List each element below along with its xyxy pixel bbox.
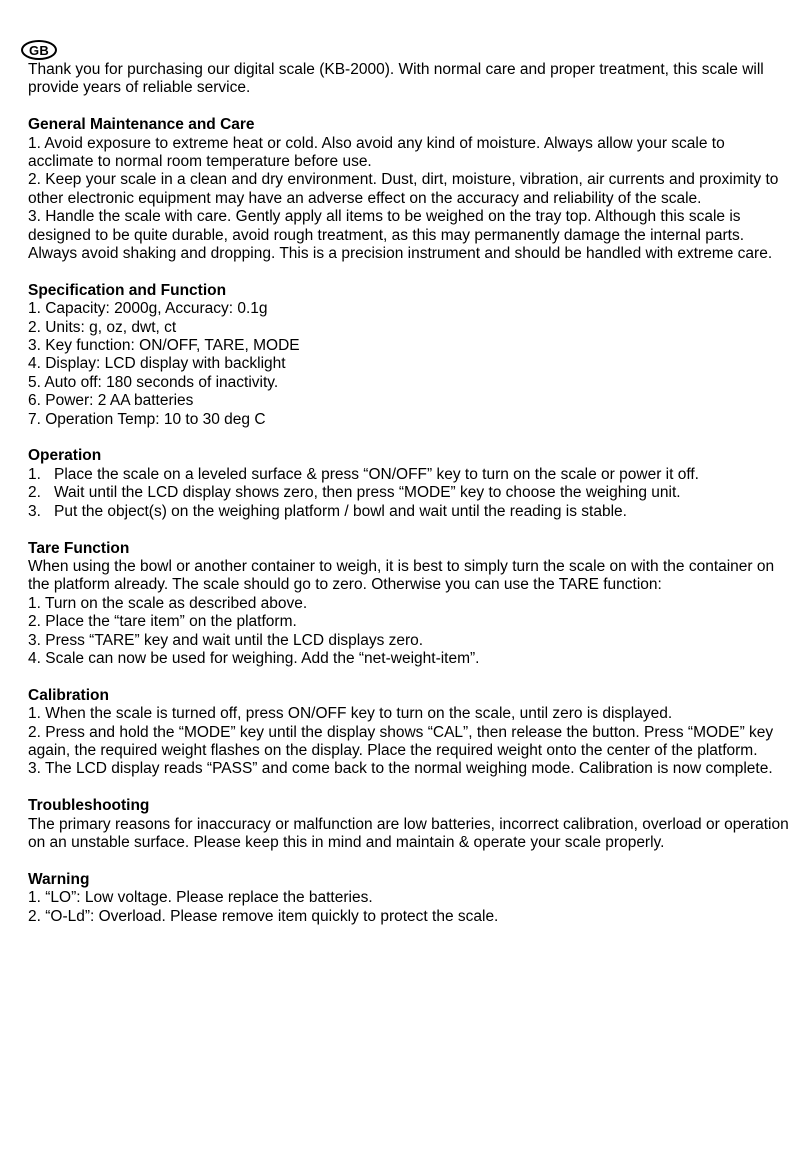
maintenance-heading: General Maintenance and Care <box>28 116 255 134</box>
warning-heading: Warning <box>28 870 90 888</box>
tare-item: 1. Turn on the scale as described above. <box>28 594 308 612</box>
calibration-item: 2. Press and hold the “MODE” key until the display shows “CAL”, then release the button. Press “MODE” key again, the required weight flashes on the display. Place the required weight onto the center of the platform. <box>28 723 774 759</box>
troubleshooting-heading: Troubleshooting <box>28 797 150 815</box>
maintenance-item: 3. Handle the scale with care. Gently apply all items to be weighed on the tray top. Although this scale is designed to be quite durable, avoid rough treatment, as this may permanently damage the internal parts. Always avoid shaking and dropping. This is a precision instrument and should be handled with extreme care. <box>28 208 773 263</box>
maintenance-item: 1. Avoid exposure to extreme heat or cold. Also avoid any kind of moisture. Always allow your scale to acclimate to normal room temperature before use. <box>28 134 725 171</box>
calibration-item: 3. The LCD display reads “PASS” and come back to the normal weighing mode. Calibration is now complete. <box>28 760 773 778</box>
operation-item-text: Place the scale on a leveled surface & press “ON/OFF” key to turn on the scale or power it off. <box>54 465 699 483</box>
operation-item <box>28 503 792 521</box>
tare-item: 4. Scale can now be used for weighing. Add the “net-weight-item”. <box>28 649 480 667</box>
specification-item: 5. Auto off: 180 seconds of inactivity. <box>28 373 279 391</box>
tare-heading: Tare Function <box>28 539 130 557</box>
operation-item <box>28 466 792 484</box>
operation-item <box>28 484 792 502</box>
operation-item-text: Wait until the LCD display shows zero, then press “MODE” key to choose the weighing unit. <box>54 484 681 502</box>
operation-heading: Operation <box>28 447 102 465</box>
intro-text: Thank you for purchasing our digital scale (KB-2000). With normal care and proper treatment, this scale will provide years of reliable service. <box>28 61 764 97</box>
maintenance-item: 2. Keep your scale in a clean and dry environment. Dust, dirt, moisture, vibration, air currents and proximity to other electronic equipment may have an adverse effect on the accuracy and reliability of the scale. <box>28 171 779 207</box>
operation-item-number: 1. <box>28 465 41 483</box>
tare-intro: When using the bowl or another container to weigh, it is best to simply turn the scale on with the container on the platform already. The scale should go to zero. Otherwise you can use the TARE function: <box>28 557 775 594</box>
tare-item: 2. Place the “tare item” on the platform. <box>28 613 297 631</box>
calibration-item: 1. When the scale is turned off, press ON/OFF key to turn on the scale, until zero is displayed. <box>28 705 673 723</box>
warning-item: 2. “O-Ld”: Overload. Please remove item quickly to protect the scale. <box>28 907 499 925</box>
warning-item: 1. “LO”: Low voltage. Please replace the batteries. <box>28 889 373 907</box>
operation-item-number: 3. <box>28 502 41 520</box>
specification-heading: Specification and Function <box>28 281 227 299</box>
operation-item-text: Put the object(s) on the weighing platform / bowl and wait until the reading is stable. <box>54 502 627 520</box>
language-badge: GB <box>21 40 57 60</box>
tare-item: 3. Press “TARE” key and wait until the LCD displays zero. <box>28 631 424 649</box>
calibration-heading: Calibration <box>28 686 109 704</box>
specification-item: 1. Capacity: 2000g, Accuracy: 0.1g <box>28 300 268 318</box>
manual-page <box>28 61 792 926</box>
specification-item: 3. Key function: ON/OFF, TARE, MODE <box>28 337 300 355</box>
specification-item: 6. Power: 2 AA batteries <box>28 392 194 410</box>
specification-item: 4. Display: LCD display with backlight <box>28 355 286 373</box>
specification-item: 7. Operation Temp: 10 to 30 deg C <box>28 410 266 428</box>
operation-item-number: 2. <box>28 484 41 502</box>
troubleshooting-text: The primary reasons for inaccuracy or malfunction are low batteries, incorrect calibration, overload or operation on an unstable surface. Please keep this in mind and maintain & operate your scale properly. <box>28 815 789 851</box>
specification-item: 2. Units: g, oz, dwt, ct <box>28 318 177 336</box>
